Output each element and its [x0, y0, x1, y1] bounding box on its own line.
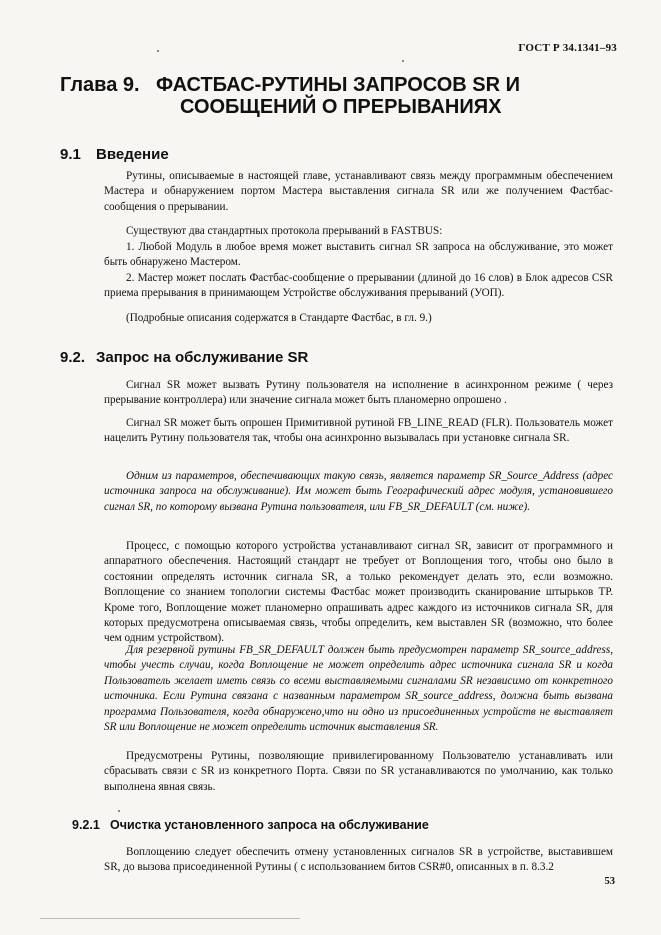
paragraph: Существуют два стандартных протокола прерываний в FASTBUS:: [126, 225, 443, 237]
paragraph-italic: Для резервной рутины FB_SR_DEFAULT должен быть предусмотрен параметр SR_source_address, чтобы учесть случаи, когда Воплощение не может определить адрес источника сигнала SR и когда Пользователь желает иметь связь со всеми выставляемыми сигналами SR независимо от конкретного источника. Если Рутина связана с названным параметром SR_source_address, должна быть вызвана программа Пользователя, когда обнаружено,что ни одно из присоединенных устройств не выставляет SR или Воплощение не может определить источник выставления SR.: [104, 644, 613, 734]
section-number: 9.2.: [60, 349, 86, 366]
paragraph: 2. Мастер может послать Фастбас-сообщение о прерывании (длиной до 16 слов) в Блок адресов CSR приема прерывания в принимающем Устройстве обслуживания прерываний (УОП).: [104, 272, 613, 300]
paragraph: (Подробные описания содержатся в Стандарте Фастбас, в гл. 9.): [126, 312, 432, 324]
chapter-title: [60, 74, 620, 118]
subsection-number: 9.2.1: [72, 818, 100, 832]
page-number: 53: [604, 876, 615, 887]
paragraph: Рутины, описываемые в настоящей главе, устанавливают связь между программным обеспечением Мастера и обнаружением портом Мастера выставления сигнала SR или же получением Фастбас-сообщения о прерывании.: [104, 170, 613, 213]
section-9-1-heading: [60, 146, 169, 163]
scan-edge-line: [40, 918, 300, 919]
paragraph: Воплощению следует обеспечить отмену установленных сигналов SR в устройстве, выставившем SR, до вызова присоединенной Рутины ( с использованием битов CSR#0, описанных в п. 8.3.2: [104, 846, 613, 874]
paragraph-italic: Одним из параметров, обеспечивающих такую связь, является параметр SR_Source_Address (адрес источника запроса на обслуживание). Им может быть Географический адрес модуля, установившего сигнал SR, по которому вызвана Рутина пользователя, или FB_SR_DEFAULT (см. ниже).: [104, 470, 613, 513]
section-9-2-1-heading: [72, 818, 429, 832]
section-9-2-heading: [60, 349, 308, 366]
paragraph: Процесс, с помощью которого устройства устанавливают сигнал SR, зависит от программного и аппаратного обеспечения. Настоящий стандарт не требует от Воплощения того, чтобы оно было в состоянии определять источник сигнала SR, а только рекомендует делать это, если возможно. Воплощение со знанием топологии системы Фастбас может производить сканирование штырьков ТР. Кроме того, Воплощение может планомерно опрашивать адрес каждого из источников сигнала SR, для которых предусмотрена описываемая связь, чтобы определить, кем выставлен SR (возможно, что более чем одним устройством).: [104, 540, 613, 645]
chapter-title-line1: ФАСТБАС-РУТИНЫ ЗАПРОСОВ SR И: [156, 74, 520, 96]
chapter-number: Глава 9.: [60, 74, 140, 96]
chapter-title-line2: СООБЩЕНИЙ О ПРЕРЫВАНИЯХ: [180, 96, 502, 118]
paragraph: Сигнал SR может быть опрошен Примитивной рутиной FB_LINE_READ (FLR). Пользователь может нацелить Рутину пользователя так, чтобы она асинхронно вызывалась при установке сигнала SR.: [104, 417, 613, 445]
scan-speck: [118, 810, 120, 812]
paragraph: 1. Любой Модуль в любое время может выставить сигнал SR запроса на обслуживание, это может быть обнаружено Мастером.: [104, 241, 613, 269]
subsection-title: Очистка установленного запроса на обслуживание: [110, 818, 429, 832]
standard-header: ГОСТ Р 34.1341–93: [518, 42, 617, 54]
paragraph: Предусмотрены Рутины, позволяющие привилегированному Пользователю устанавливать или сбрасывать связи с SR из конкретного Порта. Связи по SR устанавливаются по умолчанию, как только выполнена явная связь.: [104, 750, 613, 793]
scan-speck: [402, 60, 404, 62]
section-number: 9.1: [60, 146, 81, 163]
scan-speck: [157, 50, 159, 52]
section-title: Введение: [96, 146, 169, 163]
paragraph: Сигнал SR может вызвать Рутину пользователя на исполнение в асинхронном режиме ( через прерывание контроллера) или значение сигнала может быть планомерно опрошено .: [104, 379, 613, 407]
section-title: Запрос на обслуживание SR: [96, 349, 309, 366]
